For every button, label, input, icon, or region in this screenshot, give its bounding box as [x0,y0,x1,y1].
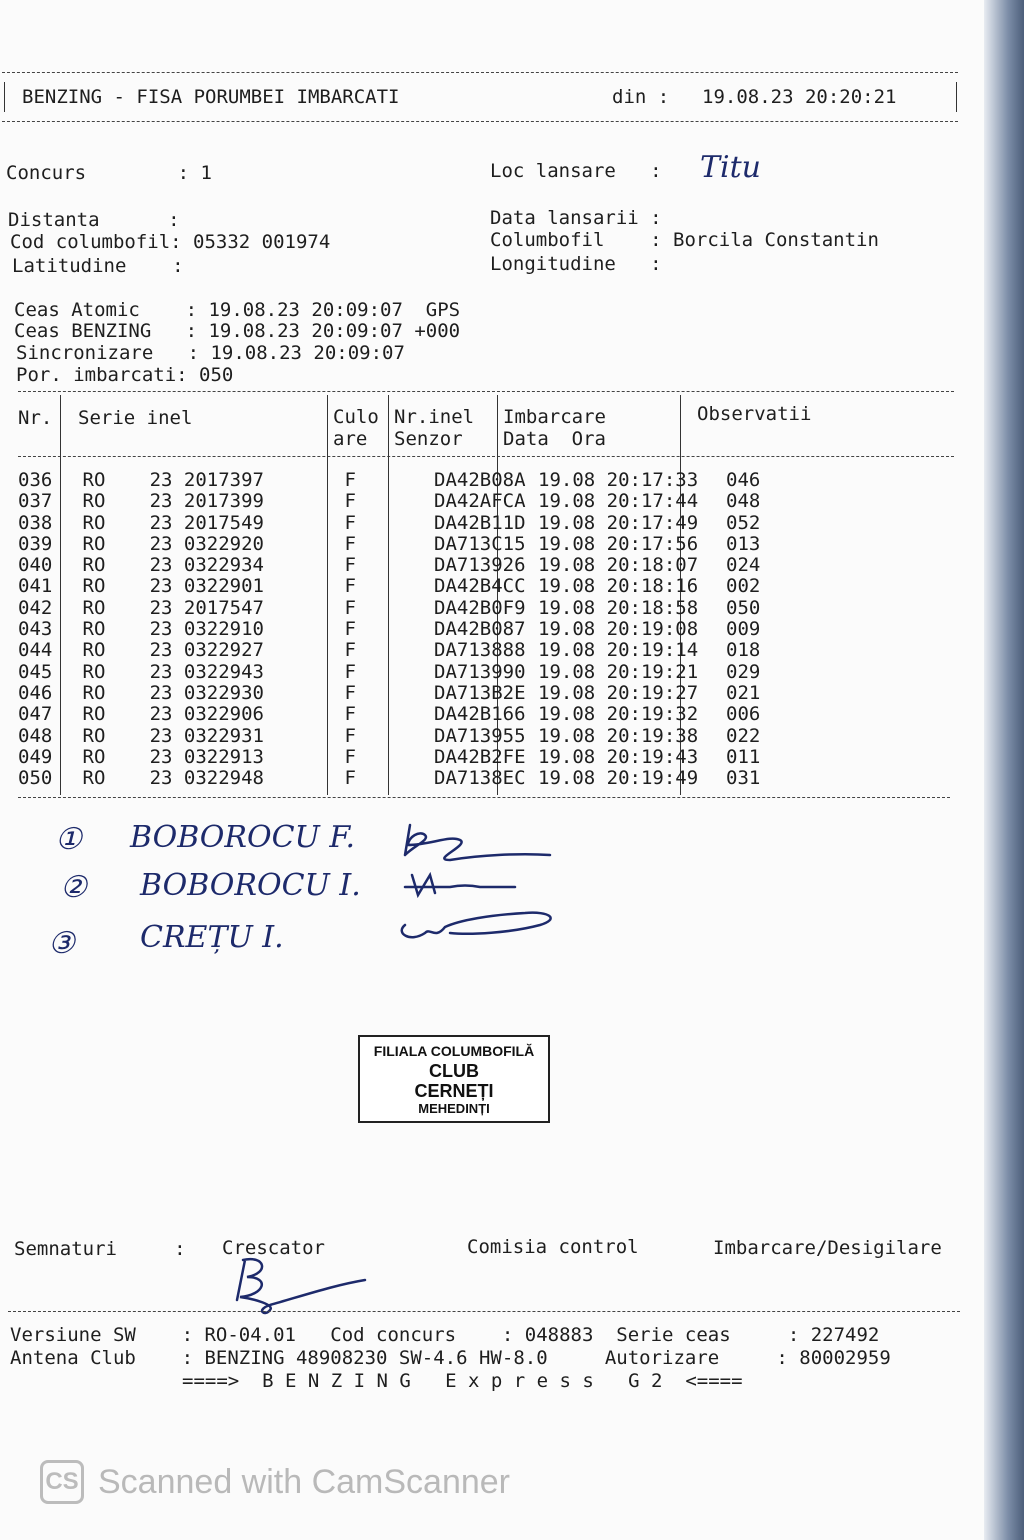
cell-data-ora: 19.08 20:19:21 [538,660,699,683]
cell-serie: 23 2017549 [149,511,264,534]
cell-nr: 037 [18,490,53,513]
cell-sex: F [344,681,356,704]
cell-nr: 041 [18,575,53,598]
cell-data-ora: 19.08 20:17:49 [538,511,699,534]
cell-data-ora: 19.08 20:17:33 [538,469,699,491]
header-right-border [956,82,957,112]
cell-serie: 23 0322934 [149,554,264,577]
cell-nr: 040 [18,554,53,577]
loc-lansare-field: Loc lansare : [490,160,662,182]
cell-nr: 046 [18,681,53,704]
cell-serie: 23 0322927 [149,639,264,662]
cell-senzor: DA713955 [434,724,526,747]
table-row [18,726,786,747]
cell-tara: RO [82,681,106,704]
camscanner-logo-icon: CS [40,1460,84,1504]
cell-sex: F [344,554,356,577]
handwritten-name-3: CREȚU I. [140,920,284,955]
handwritten-number-2: ② [60,870,87,905]
footer-line-2: Antena Club : BENZING 48908230 SW-4.6 HW-8.0 Autorizare : 80002959 [10,1347,891,1369]
header-culoare-2: are [333,428,368,450]
header-left-border [4,82,5,112]
cell-culoare [358,683,430,704]
table-row [18,768,786,789]
table-row [18,555,786,576]
por-imbarcati-field: Por. imbarcati: 050 [16,364,234,386]
cell-nr: 045 [18,660,53,683]
camscanner-watermark [40,1458,510,1506]
signatures-label: Semnaturi : [14,1238,186,1260]
cell-tara: RO [82,618,106,641]
cell-senzor: DA42B11D [434,511,526,534]
cell-observatii: 021 [726,681,761,704]
cell-sex: F [344,724,356,747]
cell-data-ora: 19.08 20:19:43 [538,745,699,768]
cell-observatii: 002 [726,575,761,598]
cell-observatii: 048 [726,490,761,513]
cell-observatii: 029 [726,660,761,683]
cell-observatii: 022 [726,724,761,747]
cell-nr: 049 [18,745,53,768]
cell-sex: F [344,596,356,619]
cod-columbofil-field: Cod columbofil: 05332 001974 [10,231,331,253]
header-top-border [2,72,958,73]
sincronizare-field: Sincronizare : 19.08.23 20:09:07 [16,342,405,364]
footer-line-1: Versiune SW : RO-04.01 Cod concurs : 048883 Serie ceas : 227492 [10,1324,880,1346]
handwritten-signatures [390,815,570,955]
cell-data-ora: 19.08 20:19:27 [538,681,699,704]
cell-culoare [358,619,430,640]
cell-senzor: DA713C15 [434,532,526,555]
cell-data-ora: 19.08 20:19:08 [538,618,699,641]
cell-culoare [358,491,430,512]
cell-nr: 042 [18,596,53,619]
header-nr: Nr. [18,407,53,429]
concurs-field: Concurs : 1 [6,162,212,184]
handwritten-name-1: BOBOROCU F. [130,820,356,855]
cell-serie: 23 0322913 [149,745,264,768]
cell-tara: RO [82,596,106,619]
header-serie-inel: Serie inel [78,407,193,429]
cell-culoare [358,662,430,683]
cell-culoare [358,640,430,661]
cell-tara: RO [82,660,106,683]
table-row [18,619,786,640]
cell-senzor: DA42B2FE [434,745,526,768]
cell-sex: F [344,618,356,641]
cell-observatii: 013 [726,532,761,555]
cell-data-ora: 19.08 20:18:16 [538,575,699,598]
cell-data-ora: 19.08 20:19:38 [538,724,699,747]
table-row [18,470,786,491]
table-row [18,513,786,534]
cell-data-ora: 19.08 20:17:44 [538,490,699,513]
cell-senzor: DA7138EC [434,767,526,790]
stamp-line-2: CLUB [429,1061,479,1081]
cell-sex: F [344,575,356,598]
cell-serie: 23 0322910 [149,618,264,641]
cell-culoare [358,747,430,768]
header-culoare-1: Culo [333,406,379,428]
cell-senzor: DA713888 [434,639,526,662]
table-row [18,704,786,725]
cell-observatii: 050 [726,596,761,619]
cell-tara: RO [82,511,106,534]
cell-observatii: 011 [726,745,761,768]
cell-data-ora: 19.08 20:17:56 [538,532,699,555]
cell-serie: 23 0322901 [149,575,264,598]
cell-nr: 050 [18,767,53,790]
cell-senzor: DA713990 [434,660,526,683]
table-row [18,747,786,768]
stamp-line-1: FILIALA COLUMBOFILĂ [373,1043,535,1059]
cell-culoare [358,513,430,534]
cell-sex: F [344,469,356,491]
cell-serie: 23 0322943 [149,660,264,683]
cell-culoare [358,704,430,725]
cell-senzor: DA42B0F9 [434,596,526,619]
cell-serie: 23 2017397 [149,469,264,491]
handwritten-name-2: BOBOROCU I. [140,868,361,903]
cell-serie: 23 0322948 [149,767,264,790]
table-bottom-border [18,797,950,798]
table-top-border [18,391,954,392]
header-nr-inel-1: Nr.inel [394,406,475,428]
cell-serie: 23 2017399 [149,490,264,513]
cell-culoare [358,576,430,597]
header-observatii: Observatii [697,403,812,425]
document-title: BENZING - FISA PORUMBEI IMBARCATI [22,86,400,108]
club-stamp [358,1035,550,1123]
cell-nr: 044 [18,639,53,662]
cell-tara: RO [82,639,106,662]
signature-crescator-label: Crescator [222,1237,325,1259]
data-lansarii-field: Data lansarii : [490,207,662,229]
handwritten-number-3: ③ [48,926,75,961]
signature-comisia-label: Comisia control [467,1236,639,1258]
cell-sex: F [344,767,356,790]
cell-senzor: DA42B087 [434,618,526,641]
cell-tara: RO [82,490,106,513]
cell-observatii: 018 [726,639,761,662]
ceas-atomic-field: Ceas Atomic : 19.08.23 20:09:07 GPS [14,299,461,321]
cell-nr: 036 [18,469,53,491]
handwritten-number-1: ① [55,822,82,857]
cell-serie: 23 0322920 [149,532,264,555]
cell-observatii: 024 [726,554,761,577]
cell-tara: RO [82,703,106,726]
table-row [18,598,786,619]
cell-sex: F [344,639,356,662]
cell-serie: 23 0322930 [149,681,264,704]
header-imbarcare-1: Imbarcare [503,406,606,428]
distanta-field: Distanta : [8,209,180,231]
cell-sex: F [344,745,356,768]
latitudine-field: Latitudine : [12,255,184,277]
stamp-line-3: CERNEȚI [414,1081,494,1101]
cell-nr: 043 [18,618,53,641]
cell-sex: F [344,490,356,513]
table-row [18,640,786,661]
cell-culoare [358,768,430,789]
camscanner-text: Scanned with CamScanner [98,1462,511,1501]
footer-line-3: ====> B E N Z I N G E x p r e s s G 2 <==== [182,1370,743,1392]
loc-lansare-handwritten: Titu [700,150,761,185]
cell-senzor: DA42B4CC [434,575,526,598]
signature-imbarcare-label: Imbarcare/Desigilare [713,1237,942,1259]
ceas-benzing-field: Ceas BENZING : 19.08.23 20:09:07 +000 [14,320,461,342]
cell-tara: RO [82,554,106,577]
cell-observatii: 031 [726,767,761,790]
cell-sex: F [344,511,356,534]
cell-serie: 23 0322906 [149,703,264,726]
cell-tara: RO [82,767,106,790]
longitudine-field: Longitudine : [490,253,662,275]
cell-data-ora: 19.08 20:18:58 [538,596,699,619]
cell-nr: 038 [18,511,53,534]
cell-culoare [358,534,430,555]
cell-data-ora: 19.08 20:18:07 [538,554,699,577]
scan-edge-shadow [984,0,1024,1540]
cell-serie: 23 0322931 [149,724,264,747]
cell-nr: 048 [18,724,53,747]
cell-observatii: 006 [726,703,761,726]
cell-senzor: DA42B166 [434,703,526,726]
cell-sex: F [344,532,356,555]
cell-culoare [358,726,430,747]
cell-nr: 047 [18,703,53,726]
cell-sex: F [344,660,356,683]
table-row [18,491,786,512]
cell-tara: RO [82,469,106,491]
cell-data-ora: 19.08 20:19:32 [538,703,699,726]
cell-data-ora: 19.08 20:19:14 [538,639,699,662]
table-row [18,534,786,555]
table-row [18,576,786,597]
cell-tara: RO [82,724,106,747]
cell-serie: 23 2017547 [149,596,264,619]
cell-tara: RO [82,575,106,598]
date-label: din : [612,86,670,108]
cell-data-ora: 19.08 20:19:49 [538,767,699,790]
cell-culoare [358,598,430,619]
table-row [18,662,786,683]
pigeon-table [18,470,786,789]
header-imbarcare-2: Data Ora [503,428,606,450]
cell-culoare [358,470,430,491]
print-datetime: 19.08.23 20:20:21 [702,86,897,108]
cell-senzor: DA713926 [434,554,526,577]
cell-observatii: 052 [726,511,761,534]
cell-nr: 039 [18,532,53,555]
header-nr-inel-2: Senzor [394,428,463,450]
cell-observatii: 046 [726,469,761,491]
cell-tara: RO [82,532,106,555]
header-bottom-border [2,121,958,122]
cell-senzor: DA42AFCA [434,490,526,513]
cell-observatii: 009 [726,618,761,641]
cell-culoare [358,555,430,576]
footer-separator [8,1311,960,1312]
cell-sex: F [344,703,356,726]
stamp-line-4: MEHEDINȚI [418,1101,490,1116]
table-header-border [18,456,954,457]
cell-senzor: DA42B08A [434,469,526,491]
cell-tara: RO [82,745,106,768]
cell-senzor: DA713B2E [434,681,526,704]
table-row [18,683,786,704]
columbofil-field: Columbofil : Borcila Constantin [490,229,879,251]
